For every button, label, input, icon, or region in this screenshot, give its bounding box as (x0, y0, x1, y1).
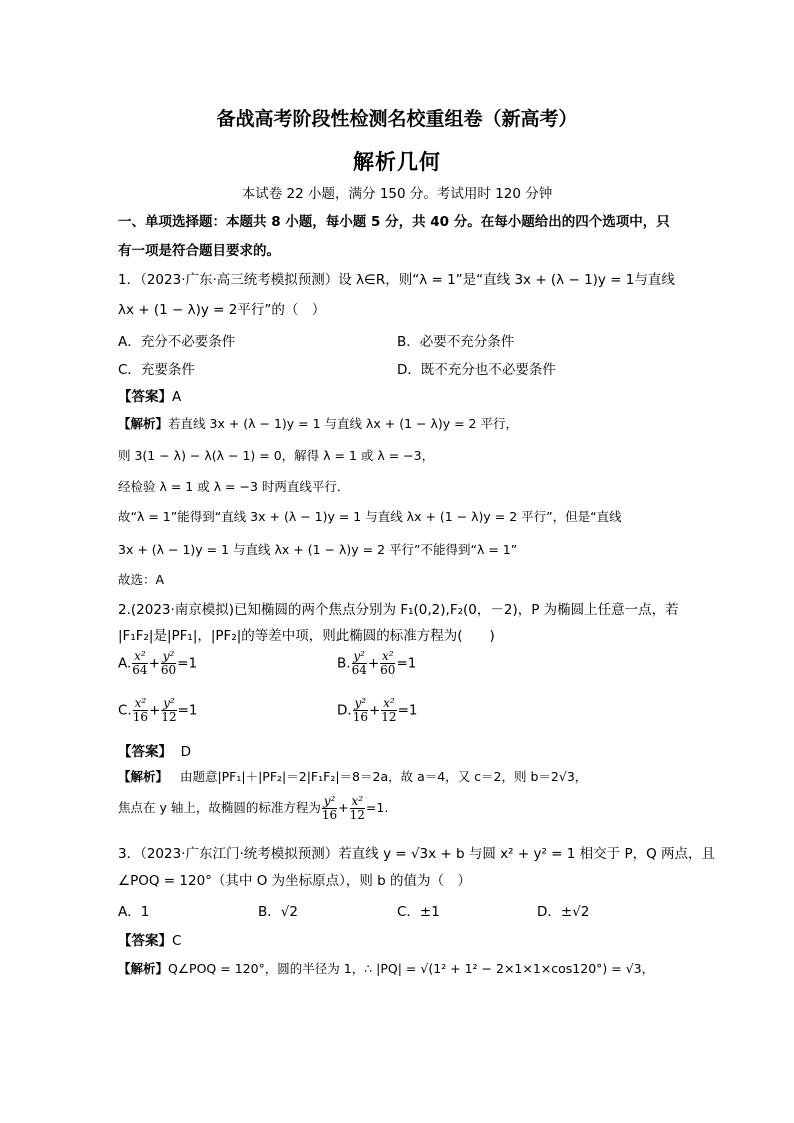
section-heading-line1: 一、单项选择题：本题共 8 小题，每小题 5 分，共 40 分。在每小题给出的四个选项中，只 (118, 214, 670, 230)
q1-option-a: A．充分不必要条件 (118, 334, 236, 350)
q2-answer (118, 740, 191, 760)
fraction: $\frac{\text{y²}}{12}$ (161, 696, 177, 724)
q2-analysis-line1 (118, 767, 587, 785)
fraction: $\frac{\text{y²}}{60}$ (160, 649, 177, 677)
option-label: D. (337, 702, 352, 719)
q1-stem-line2: λx + (1 − λ)y = 2平行”的（ ） (118, 302, 326, 318)
page-title: 备战高考阶段性检测名校重组卷（新高考） (216, 108, 578, 130)
q2-option-c: C. $\frac{\text{x²}}{16}$ + $\frac{\text{y²}}{12}$ =1 (118, 696, 198, 724)
q1-stem-line1: 1．（2023·广东·高三统考模拟预测）设 λ∈R，则“λ = 1”是“直线 3x + (λ − 1)y = 1与直线 (118, 272, 675, 288)
answer-tag: 【答案】 (118, 389, 172, 405)
q3-option-b: B．√2 (258, 904, 298, 920)
analysis-tag: 【解析】 (118, 416, 169, 431)
fraction: $\frac{\text{x²}}{16}$ (132, 696, 148, 724)
q1-analysis-line2: 则 3(1 − λ) − λ(λ − 1) = 0，解得 λ = 1 或 λ = −3， (118, 448, 435, 463)
q2-analysis-line2: 焦点在 y 轴上，故椭圆的标准方程为 $\frac{\text{y²}}{16}$ + $\frac{\text{x²}}{12}$ =1. (118, 794, 389, 822)
q1-analysis-line1 (118, 414, 518, 432)
analysis-text: 若直线 3x + (λ − 1)y = 1 与直线 λx + (1 − λ)y = 2 平行， (168, 416, 518, 431)
section-heading-line2: 有一项是符合题目要求的。 (118, 243, 280, 259)
fraction: $\frac{\text{x²}}{12}$ (349, 794, 365, 822)
fraction: $\frac{\text{x²}}{60}$ (380, 649, 396, 677)
fraction: $\frac{\text{y²}}{64}$ (351, 649, 367, 677)
option-label: B. (337, 655, 351, 672)
analysis-tag: 【解析】 (118, 769, 169, 784)
answer-tag: 【答案】 (118, 744, 172, 760)
analysis-text: 由题意|PF₁|＋|PF₂|＝2|F₁F₂|＝8＝2a，故 a＝4，又 c＝2，则 b＝2√3， (179, 769, 588, 784)
q3-option-d: D．±√2 (537, 904, 590, 920)
answer-tag: 【答案】 (118, 933, 172, 949)
analysis-text: Q∠POQ = 120°，圆的半径为 1，∴ |PQ| = √(1² + 1² − 2×1×1×cos120°) = √3， (168, 961, 655, 976)
q3-option-a: A．1 (118, 904, 150, 920)
q1-analysis-line4: 故“λ = 1”能得到“直线 3x + (λ − 1)y = 1 与直线 λx + (1 − λ)y = 2 平行”，但是“直线 (118, 509, 622, 524)
q2-option-d: D. $\frac{\text{y²}}{16}$ + $\frac{\text{x²}}{12}$ =1 (337, 696, 418, 724)
exam-info: 本试卷 22 小题，满分 150 分。考试用时 120 分钟 (241, 186, 553, 202)
analysis-text: 焦点在 y 轴上，故椭圆的标准方程为 (118, 800, 321, 815)
q1-option-c: C．充要条件 (118, 362, 195, 378)
q3-analysis-line1 (118, 959, 654, 977)
fraction: $\frac{\text{y²}}{16}$ (321, 794, 338, 822)
page-subtitle: 解析几何 (353, 149, 441, 174)
q1-option-d: D．既不充分也不必要条件 (397, 362, 556, 378)
q1-analysis-line5: 3x + (λ − 1)y = 1 与直线 λx + (1 − λ)y = 2 平行”不能得到“λ = 1” (118, 542, 518, 557)
q3-option-c: C．±1 (397, 904, 440, 920)
q2-option-a: A. $\frac{\text{x²}}{64}$ + $\frac{\text{y²}}{60}$ =1 (118, 649, 198, 677)
fraction: $\frac{\text{y²}}{16}$ (352, 696, 368, 724)
q1-analysis-line3: 经检验 λ = 1 或 λ = −3 时两直线平行． (118, 479, 350, 494)
q1-answer (118, 385, 181, 405)
fraction: $\frac{\text{x²}}{64}$ (132, 649, 148, 677)
option-label: A. (118, 655, 132, 672)
fraction: $\frac{\text{x²}}{12}$ (381, 696, 397, 724)
q1-analysis-line6: 故选：A (118, 572, 165, 587)
q1-option-b: B．必要不充分条件 (397, 334, 515, 350)
option-label: C. (118, 702, 132, 719)
q2-option-b: B. $\frac{\text{y²}}{64}$ + $\frac{\text{x²}}{60}$ =1 (337, 649, 417, 677)
answer-value: C (172, 933, 182, 949)
analysis-tag: 【解析】 (118, 961, 169, 976)
q2-stem-line2: |F₁F₂|是|PF₁|，|PF₂|的等差中项，则此椭圆的标准方程为( ) (118, 628, 495, 644)
q3-stem-line2: ∠POQ = 120°（其中 O 为坐标原点），则 b 的值为（ ） (118, 873, 472, 889)
answer-value: A (172, 389, 182, 405)
answer-value: D (180, 744, 191, 760)
q3-answer (118, 929, 181, 949)
q3-stem-line1: 3．（2023·广东江门·统考模拟预测）若直线 y = √3x + b 与圆 x² + y² = 1 相交于 P，Q 两点，且 (118, 846, 715, 862)
q2-stem-line1: 2.(2023·南京模拟)已知椭圆的两个焦点分别为 F₁(0,2),F₂(0，－2)，P 为椭圆上任意一点，若 (118, 602, 679, 618)
